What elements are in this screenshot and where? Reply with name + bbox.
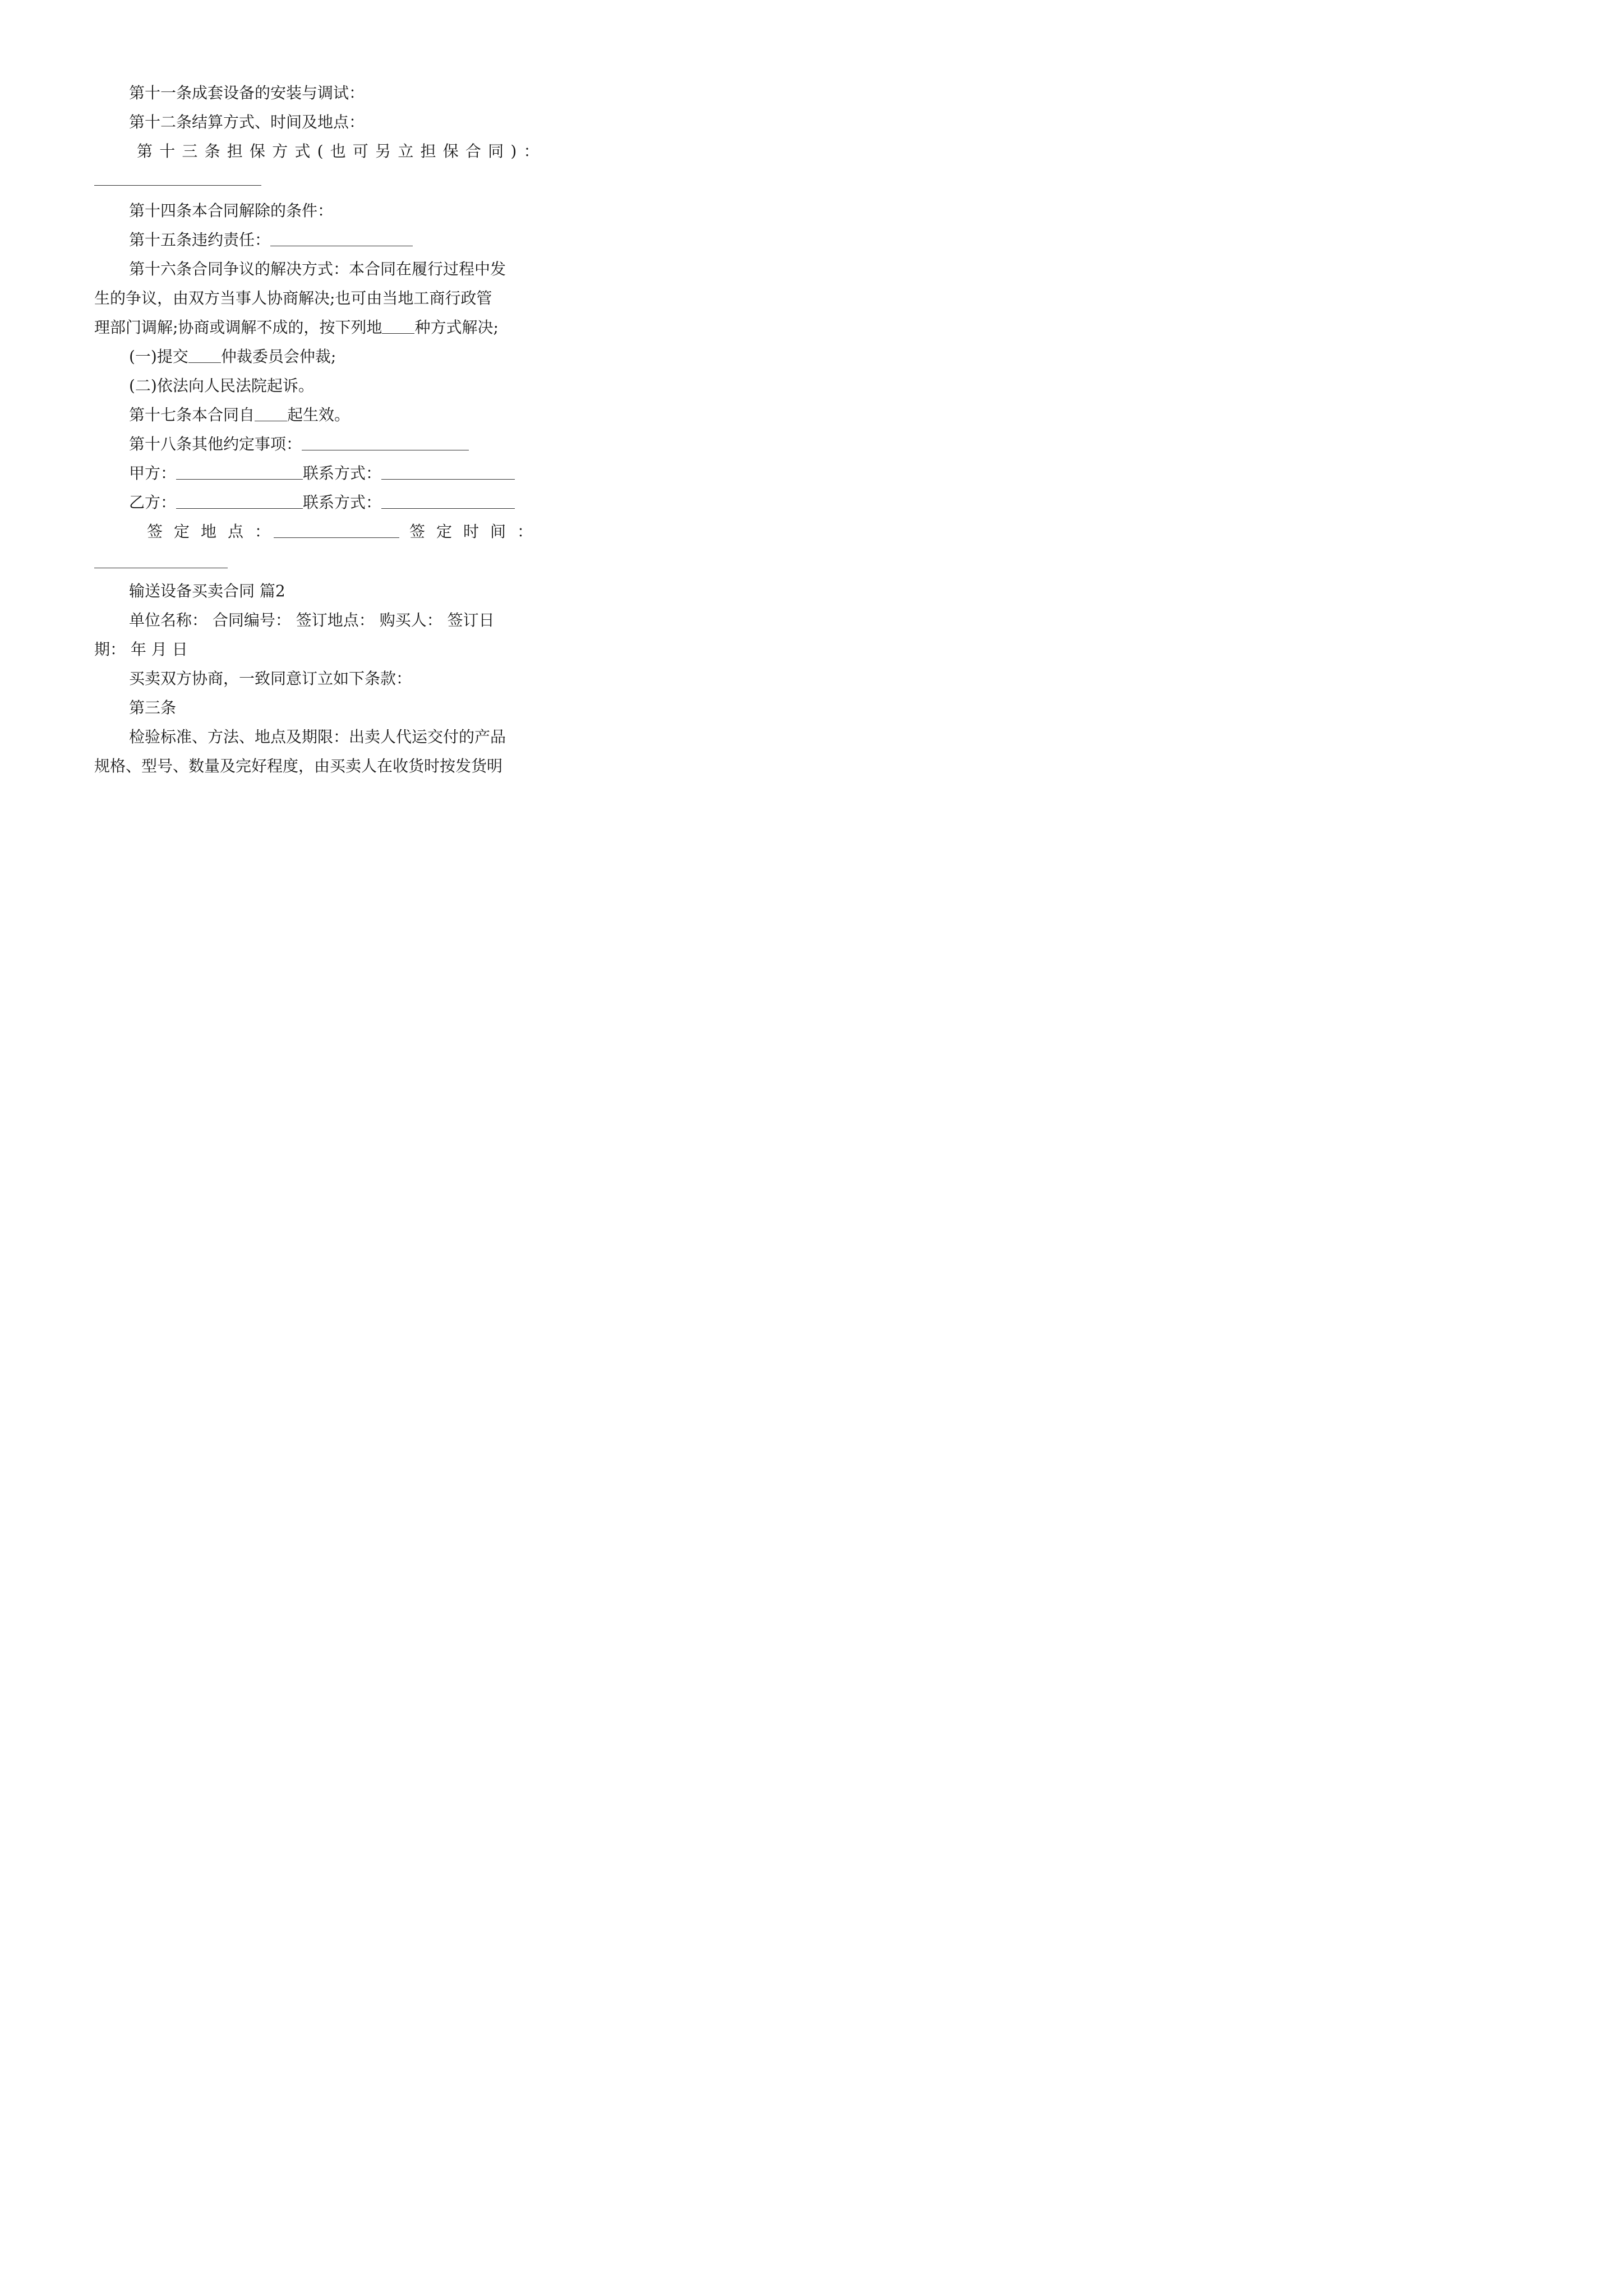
arbitration-commission-blank [188, 362, 221, 363]
section-2-header-line-2 [94, 635, 188, 664]
inspection-text-2: 规格、型号、数量及完好程度，由买卖人在收货时按发货明 [94, 757, 503, 775]
clause-18 [129, 430, 469, 459]
clause-18-text: 第十八条其他约定事项： [129, 435, 302, 453]
clause-15 [129, 226, 413, 255]
option-1-text-a: (一)提交 [129, 347, 188, 366]
party-a-label: 甲方： [129, 464, 177, 482]
clause-18-blank [302, 449, 469, 450]
section-2-title [129, 577, 285, 606]
section-2-agreement-text: 买卖双方协商，一致同意订立如下条款： [129, 669, 412, 688]
clause-16-line-2 [94, 284, 492, 313]
clause-16-text-2: 生的争议，由双方当事人协商解决;也可由当地工商行政管 [94, 289, 492, 307]
party-a-blank [176, 478, 303, 480]
section-2-header-line-1 [129, 606, 495, 635]
clause-16-text-3a: 理部门调解;协商或调解不成的，按下列地 [94, 318, 382, 337]
inspection-line-2 [94, 752, 502, 781]
clause-13-text: 第十三条担保方式(也可另立担保合同)： [137, 142, 546, 160]
signing-place-blank [274, 537, 399, 538]
party-b-label: 乙方： [129, 493, 177, 512]
party-a-contact-blank [381, 478, 515, 480]
signing-time-label: 签定时间： [409, 522, 545, 541]
clause-12 [129, 108, 365, 137]
clause-16-line-3 [94, 313, 499, 342]
clause-16-option-1 [129, 342, 336, 371]
section-2-agreement [129, 664, 412, 693]
party-a-contact-label: 联系方式： [303, 464, 382, 482]
clause-16-text-3b: 种方式解决; [414, 318, 499, 337]
party-b-row [129, 488, 515, 517]
party-b-contact-label: 联系方式： [303, 493, 382, 512]
clause-13-blank [94, 185, 261, 186]
article-3-text: 第三条 [129, 698, 177, 717]
signing-time-row [409, 517, 544, 546]
section-2-header-text-2: 期： 年 月 日 [94, 640, 188, 659]
inspection-line-1 [129, 723, 506, 752]
section-2-title-text: 输送设备买卖合同 篇2 [129, 582, 285, 600]
clause-11-text: 第十一条成套设备的安装与调试： [129, 84, 365, 102]
method-count-blank [382, 333, 414, 334]
clause-12-text: 第十二条结算方式、时间及地点： [129, 113, 365, 131]
section-2-header-text-1: 单位名称： 合同编号： 签订地点： 购买人： 签订日 [129, 611, 495, 629]
signing-place-label: 签定地点： [147, 522, 282, 541]
clause-16-option-2 [129, 371, 314, 401]
article-3 [129, 693, 176, 723]
effective-date-blank [255, 420, 287, 421]
signing-place-row [147, 517, 282, 546]
party-b-blank [176, 508, 303, 509]
clause-17-text-a: 第十七条本合同自 [129, 406, 255, 424]
clause-17-text-b: 起生效。 [287, 406, 351, 424]
party-b-contact-blank [381, 508, 515, 509]
clause-14 [129, 196, 333, 226]
clause-11 [129, 79, 365, 108]
document-page [0, 0, 617, 873]
clause-16-text-1: 第十六条合同争议的解决方式：本合同在履行过程中发 [129, 260, 506, 278]
clause-15-text: 第十五条违约责任： [129, 231, 271, 249]
clause-17 [129, 401, 350, 430]
option-1-text-b: 仲裁委员会仲裁; [220, 347, 336, 366]
party-a-row [129, 459, 515, 488]
clause-15-blank [270, 245, 413, 246]
clause-16-line-1 [129, 255, 506, 284]
inspection-text-1: 检验标准、方法、地点及期限：出卖人代运交付的产品 [129, 728, 506, 746]
option-2-text: (二)依法向人民法院起诉。 [129, 376, 314, 395]
clause-14-text: 第十四条本合同解除的条件： [129, 201, 334, 220]
clause-13 [137, 137, 546, 166]
